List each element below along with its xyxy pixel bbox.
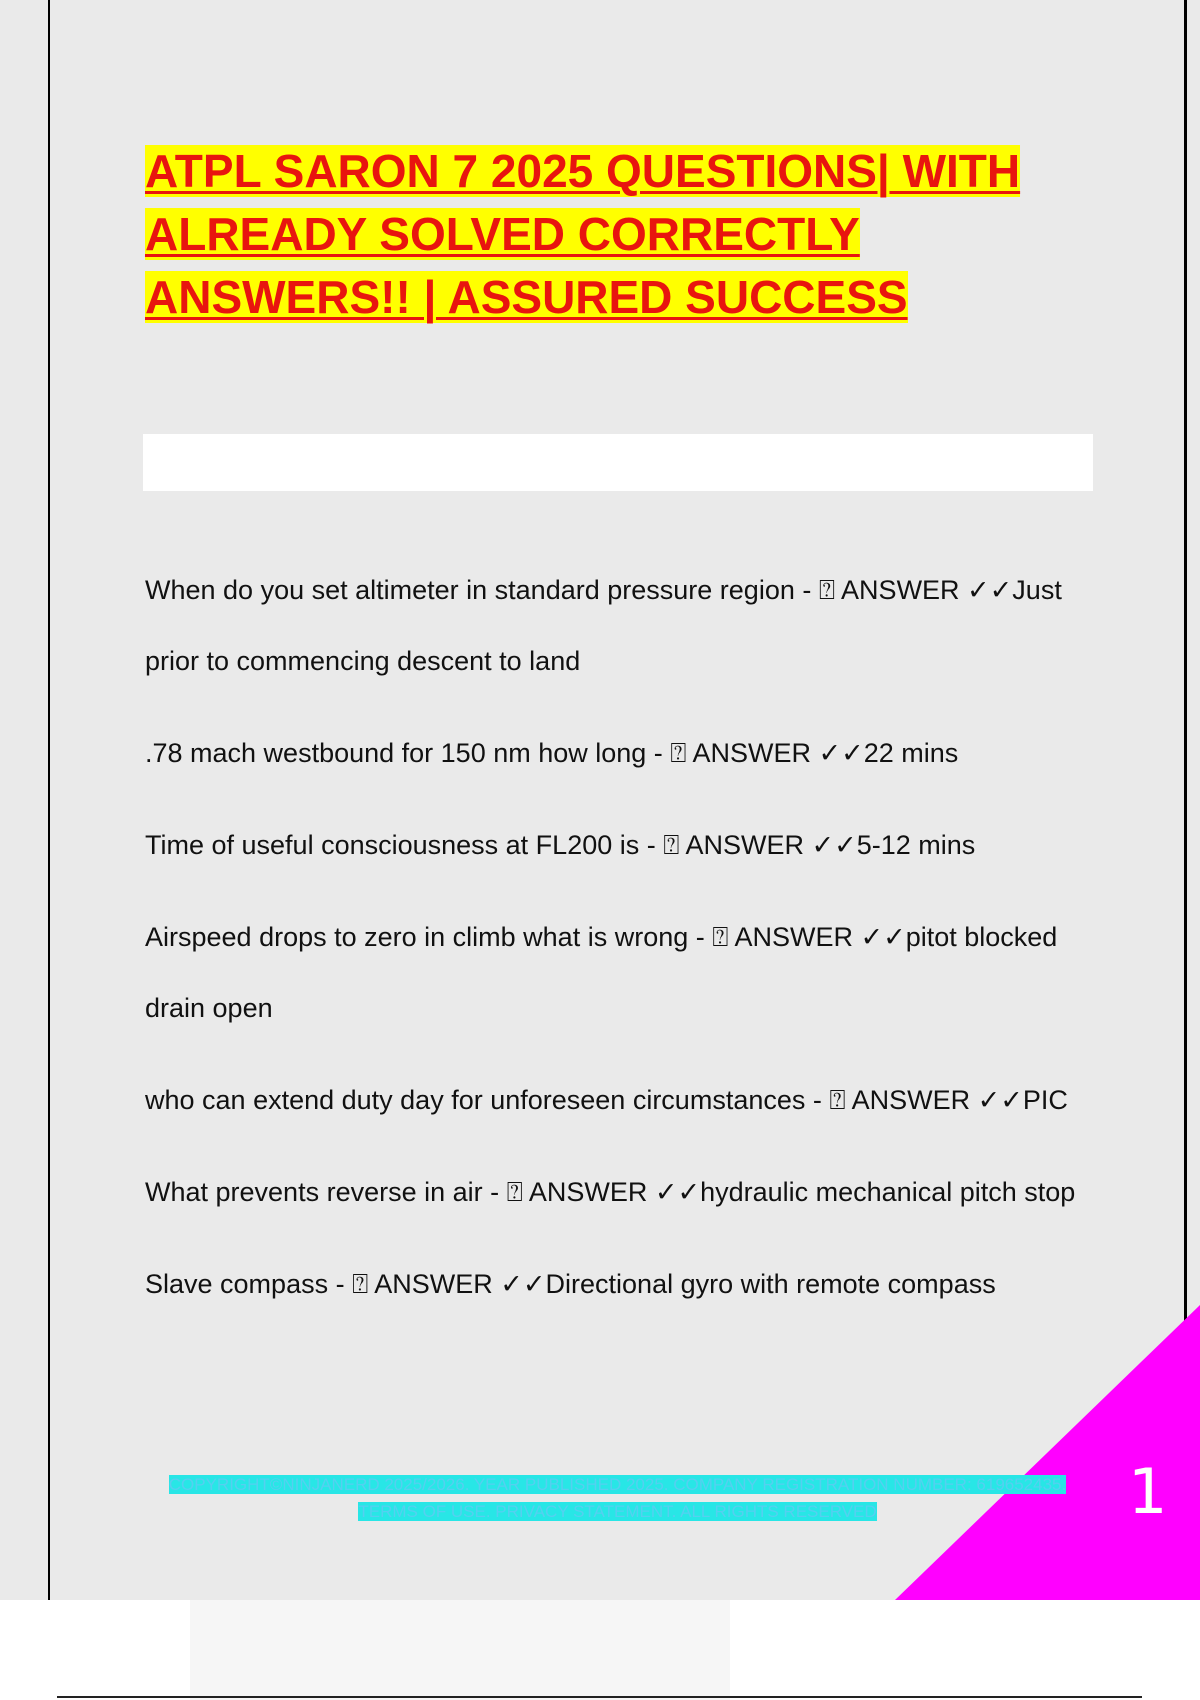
page-number: 1 <box>1128 1455 1168 1528</box>
document-title-text: ATPL SARON 7 2025 QUESTIONS| WITH ALREADY SOLVED CORRECTLY ANSWERS!! | ASSURED SUCCESS <box>145 145 1021 323</box>
qa-item: What prevents reverse in air - ⍰ ANSWER ✓✓hydraulic mechanical pitch stop <box>145 1177 1076 1207</box>
document-title <box>145 140 1085 329</box>
copyright-footer <box>160 1471 1075 1525</box>
qa-item: Airspeed drops to zero in climb what is wrong - ⍰ ANSWER ✓✓pitot blocked drain open <box>145 922 1058 1023</box>
blank-banner <box>143 434 1093 491</box>
qa-item: who can extend duty day for unforeseen circumstances - ⍰ ANSWER ✓✓PIC <box>145 1085 1068 1115</box>
corner-triangle <box>895 1305 1200 1600</box>
next-page-area <box>190 1600 730 1700</box>
qa-list <box>145 555 1085 1341</box>
qa-item: .78 mach westbound for 150 nm how long - ⍰ ANSWER ✓✓22 mins <box>145 738 959 768</box>
qa-item: When do you set altimeter in standard pressure region - ⍰ ANSWER ✓✓Just prior to commencing descent to land <box>145 575 1062 676</box>
qa-item: Time of useful consciousness at FL200 is - ⍰ ANSWER ✓✓5-12 mins <box>145 830 976 860</box>
page-left-border <box>48 0 50 1600</box>
qa-item: Slave compass - ⍰ ANSWER ✓✓Directional gyro with remote compass <box>145 1269 996 1299</box>
bottom-divider <box>57 1696 1142 1698</box>
copyright-footer-text: COPYRIGHT©NINJANERD 2025/2026. YEAR PUBLISHED 2025. COMPANY REGISTRATION NUMBER: 619652435. TERMS OF USE. PRIVACY STATEMENT. ALL RIGHTS RESERVED <box>168 1475 1067 1521</box>
